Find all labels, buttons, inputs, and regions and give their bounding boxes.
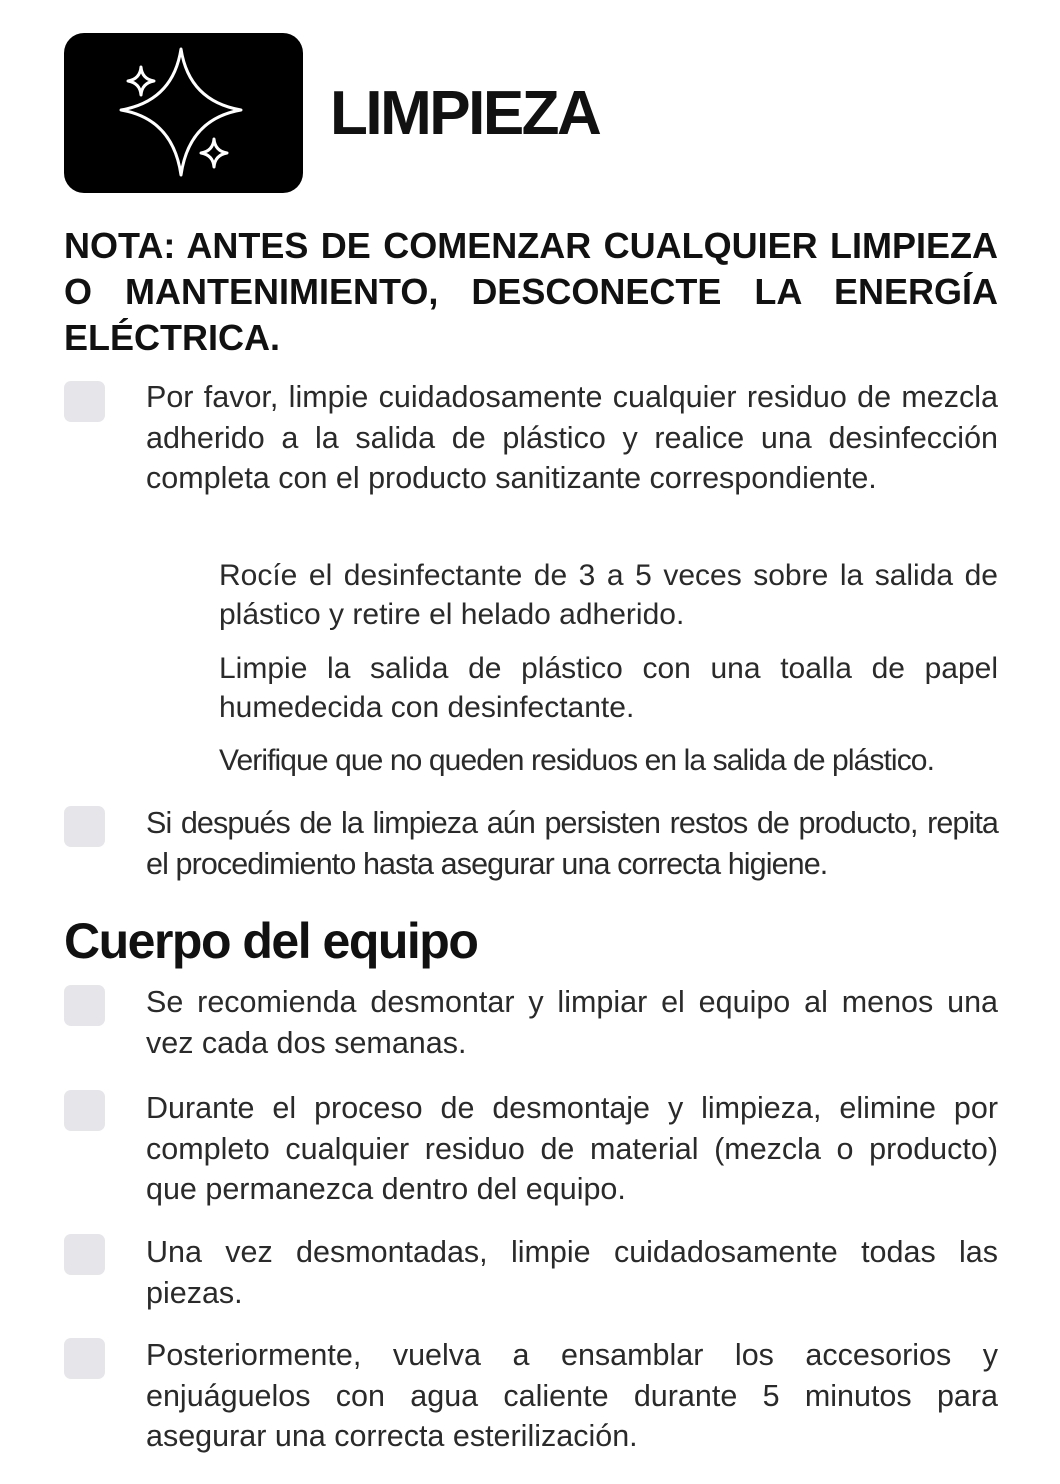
sparkles-icon-box <box>64 33 303 193</box>
checkbox-5[interactable] <box>64 1234 105 1275</box>
cleaning-item-1: Por favor, limpie cuidadosamente cualquier residuo de mezcla adherido a la salida de plástico y realice una desinfección completa con el producto sanitizante correspondiente. <box>146 380 998 495</box>
equipment-item-3: Una vez desmontadas, limpie cuidadosamente todas las piezas. <box>146 1235 998 1310</box>
equipment-item-4: Posteriormente, vuelva a ensamblar los accesorios y enjuáguelos con agua caliente durante 5 minutos para asegurar una correcta esterilización. <box>146 1338 998 1453</box>
sparkles-icon <box>64 33 303 193</box>
substep-1: Rocíe el desinfectante de 3 a 5 veces sobre la salida de plástico y retire el helado adherido. <box>219 559 998 631</box>
section-title: Cuerpo del equipo <box>64 913 478 969</box>
equipment-item-1: Se recomienda desmontar y limpiar el equipo al menos una vez cada dos semanas. <box>146 985 998 1060</box>
safety-note: NOTA: ANTES DE COMENZAR CUALQUIER LIMPIEZA O MANTENIMIENTO, DESCONECTE LA ENERGÍA ELÉCTRICA. <box>64 225 998 358</box>
substep-2: Limpie la salida de plástico con una toalla de papel humedecida con desinfectante. <box>219 652 998 724</box>
checkbox-6[interactable] <box>64 1338 105 1379</box>
page-title: LIMPIEZA <box>330 79 600 148</box>
cleaning-item-2: Si después de la limpieza aún persisten restos de producto, repita el procedimiento hasta asegurar una correcta higiene. <box>146 806 998 881</box>
checkbox-2[interactable] <box>64 806 105 847</box>
checkbox-1[interactable] <box>64 381 105 422</box>
checkbox-3[interactable] <box>64 985 105 1026</box>
checkbox-4[interactable] <box>64 1090 105 1131</box>
equipment-item-2: Durante el proceso de desmontaje y limpieza, elimine por completo cualquier residuo de material (mezcla o producto) que permanezca dentro del equipo. <box>146 1091 998 1206</box>
substep-3: Verifique que no queden residuos en la salida de plástico. <box>219 744 935 777</box>
